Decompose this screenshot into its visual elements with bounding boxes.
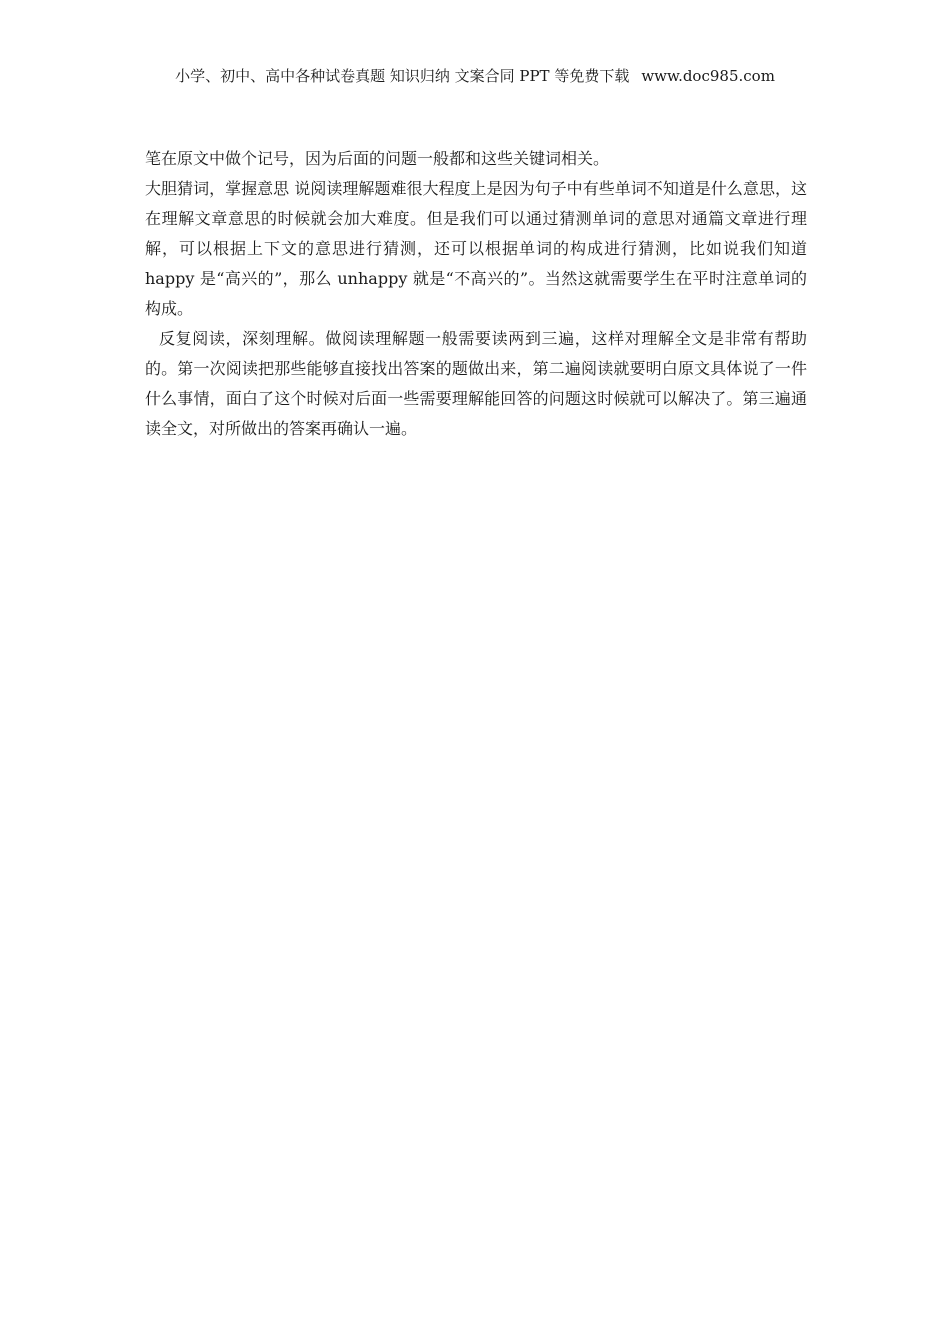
page-header (0, 66, 950, 86)
header-url: www.doc985.com (641, 67, 775, 85)
paragraph-2: 大胆猜词，掌握意思 说阅读理解题难很大程度上是因为句子中有些单词不知道是什么意思，这在理解文章意思的时候就会加大难度。但是我们可以通过猜测单词的意思对通篇文章进行理解，可以根据上下文的意思进行猜测，还可以根据单词的构成进行猜测，比如说我们知道 happy 是“高兴的”，那么 unhappy 就是“不高兴的”。当然这就需要学生在平时注意单词的构成。 (145, 179, 807, 318)
paragraph-1: 笔在原文中做个记号，因为后面的问题一般都和这些关键词相关。 (145, 149, 610, 168)
header-text: 小学、初中、高中各种试卷真题 知识归纳 文案合同 PPT 等免费下载 (175, 67, 630, 85)
document-body (145, 144, 807, 444)
paragraph-3: 反复阅读，深刻理解。做阅读理解题一般需要读两到三遍，这样对理解全文是非常有帮助的。第一次阅读把那些能够直接找出答案的题做出来，第二遍阅读就要明白原文具体说了一件什么事情，面白了这个时候对后面一些需要理解能回答的问题这时候就可以解决了。第三遍通读全文，对所做出的答案再确认一遍。 (145, 329, 807, 438)
